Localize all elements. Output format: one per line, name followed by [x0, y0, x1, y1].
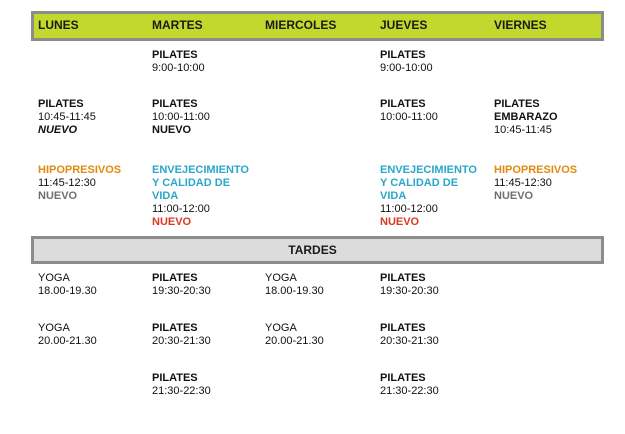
- day-lunes: LUNES: [38, 18, 79, 32]
- class-jueves-envejecimiento: ENVEJECIMIENTO Y CALIDAD DE VIDA 11:00-12:00 NUEVO: [380, 164, 477, 228]
- class-lunes-hipopresivos: HIPOPRESIVOS 11:45-12:30 NUEVO: [38, 164, 122, 202]
- class-viernes-pilates-embarazo: PILATES EMBARAZO 10:45-11:45: [494, 98, 558, 136]
- class-martes-pilates-1000: PILATES 10:00-11:00 NUEVO: [152, 98, 210, 136]
- day-viernes: VIERNES: [494, 18, 547, 32]
- class-jueves-pilates-1930: PILATES 19:30-20:30: [380, 272, 439, 297]
- tardes-label: TARDES: [288, 243, 337, 257]
- day-jueves: JUEVES: [380, 18, 428, 32]
- class-viernes-hipopresivos: HIPOPRESIVOS 11:45-12:30 NUEVO: [494, 164, 578, 202]
- class-jueves-pilates-0900: PILATES 9:00-10:00: [380, 49, 433, 74]
- class-jueves-pilates-1000: PILATES 10:00-11:00: [380, 98, 438, 123]
- class-miercoles-yoga-1800: YOGA 18.00-19.30: [265, 272, 324, 297]
- day-martes: MARTES: [152, 18, 203, 32]
- class-jueves-pilates-2030: PILATES 20:30-21:30: [380, 322, 439, 347]
- class-martes-pilates-2130: PILATES 21:30-22:30: [152, 372, 211, 397]
- class-lunes-yoga-2000: YOGA 20.00-21.30: [38, 322, 97, 347]
- class-lunes-yoga-1800: YOGA 18.00-19.30: [38, 272, 97, 297]
- class-miercoles-yoga-2000: YOGA 20.00-21.30: [265, 322, 324, 347]
- class-martes-envejecimiento: ENVEJECIMIENTO Y CALIDAD DE VIDA 11:00-12:00 NUEVO: [152, 164, 249, 228]
- class-martes-pilates-1930: PILATES 19:30-20:30: [152, 272, 211, 297]
- class-lunes-pilates-1045: PILATES 10:45-11:45 NUEVO: [38, 98, 96, 136]
- class-martes-pilates-0900: PILATES 9:00-10:00: [152, 49, 205, 74]
- class-jueves-pilates-2130: PILATES 21:30-22:30: [380, 372, 439, 397]
- day-miercoles: MIERCOLES: [265, 18, 337, 32]
- class-martes-pilates-2030: PILATES 20:30-21:30: [152, 322, 211, 347]
